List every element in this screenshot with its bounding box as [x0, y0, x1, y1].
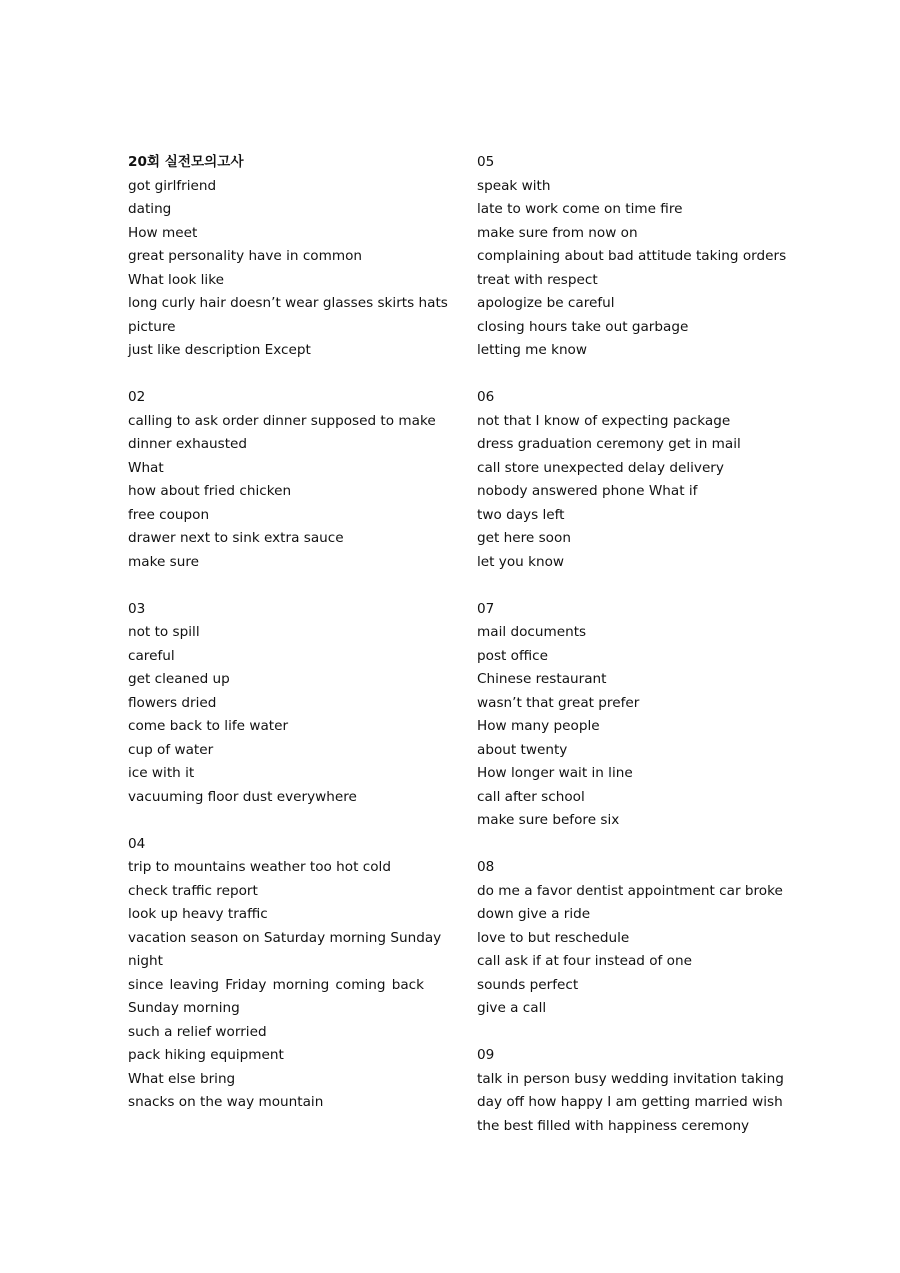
vocab-line: Sunday morning: [128, 1000, 240, 1016]
vocab-line: call store unexpected delay delivery: [477, 459, 724, 476]
vocab-line: free coupon: [128, 506, 210, 523]
left-column: [128, 151, 448, 1138]
vocab-section: [477, 856, 783, 1021]
vocab-line: How many people: [477, 718, 600, 734]
vocab-line: vacation season on Saturday morning Sunday: [128, 929, 442, 946]
vocab-line: the best filled with happiness ceremony: [477, 1117, 750, 1134]
right-column: [477, 151, 787, 1162]
vocab-line: how about fried chicken: [128, 483, 292, 499]
vocab-line: How longer wait in line: [477, 765, 633, 781]
vocab-line: make sure from now on: [477, 224, 638, 241]
section-number: 02: [128, 389, 146, 405]
vocab-line: apologize be careful: [477, 295, 615, 311]
vocab-line: picture: [128, 318, 176, 335]
vocab-line: two days left: [477, 506, 565, 523]
vocab-line: dinner exhausted: [128, 436, 248, 452]
vocab-line: not that I know of expecting package: [477, 412, 731, 429]
vocab-line: What look like: [128, 271, 224, 288]
section-number: 07: [477, 600, 495, 617]
vocab-line: great personality have in common: [128, 248, 363, 264]
section-number: 05: [477, 154, 495, 170]
vocab-line: nobody answered phone What if: [477, 483, 698, 499]
vocab-section: [128, 598, 424, 810]
vocab-line: do me a favor dentist appointment car broke: [477, 882, 783, 899]
vocab-line: sounds perfect: [477, 976, 579, 993]
vocab-line: drawer next to sink extra sauce: [128, 530, 344, 546]
vocab-line: vacuuming floor dust everywhere: [128, 788, 357, 805]
section-number: 06: [477, 389, 495, 405]
vocab-section: [477, 598, 773, 833]
vocab-line: love to but reschedule: [477, 929, 630, 946]
vocab-line: wasn’t that great prefer: [477, 694, 640, 711]
vocab-line: trip to mountains weather too hot cold: [128, 859, 391, 875]
vocab-line: dating: [128, 201, 172, 217]
vocab-line: let you know: [477, 553, 565, 570]
vocab-line: closing hours take out garbage: [477, 318, 689, 335]
vocab-line: get here soon: [477, 530, 571, 546]
vocab-section: [128, 151, 448, 363]
vocab-line: check traffic report: [128, 882, 258, 899]
vocab-line: just like description Except: [128, 342, 311, 358]
vocab-line: night: [128, 953, 163, 969]
section-number: 09: [477, 1047, 495, 1063]
vocab-section: [477, 1044, 784, 1138]
vocab-line: mail documents: [477, 624, 587, 640]
vocab-line: speak with: [477, 177, 551, 194]
vocab-line: flowers dried: [128, 694, 217, 711]
vocab-line: ice with it: [128, 765, 195, 781]
vocab-line: got girlfriend: [128, 177, 217, 194]
vocab-line: treat with respect: [477, 271, 598, 288]
vocab-section: [128, 386, 436, 574]
vocab-line: What else bring: [128, 1070, 236, 1087]
vocab-line: snacks on the way mountain: [128, 1094, 324, 1110]
vocab-line: call after school: [477, 788, 585, 805]
vocab-line: long curly hair doesn’t wear glasses skirts hats: [128, 295, 448, 311]
vocab-line: How meet: [128, 224, 198, 241]
vocab-line: come back to life water: [128, 718, 289, 734]
vocab-line: letting me know: [477, 342, 587, 358]
vocab-line: post office: [477, 647, 548, 664]
vocab-line: day off how happy I am getting married wish: [477, 1094, 783, 1110]
vocab-line: down give a ride: [477, 906, 591, 922]
vocab-line: give a call: [477, 1000, 547, 1016]
vocab-line: get cleaned up: [128, 671, 230, 687]
vocab-line: dress graduation ceremony get in mail: [477, 436, 741, 452]
vocab-line: complaining about bad attitude taking orders: [477, 248, 787, 264]
vocab-line: talk in person busy wedding invitation taking: [477, 1070, 784, 1087]
vocab-line: calling to ask order dinner supposed to make: [128, 412, 436, 429]
vocab-line: about twenty: [477, 741, 568, 758]
vocab-line: cup of water: [128, 741, 214, 758]
vocab-line: late to work come on time fire: [477, 201, 683, 217]
section-number: 08: [477, 859, 495, 875]
vocab-line: such a relief worried: [128, 1023, 267, 1040]
vocab-section: [128, 833, 442, 1115]
document-title: 20회 실전모의고사: [128, 154, 244, 170]
section-number: 03: [128, 600, 146, 617]
vocab-line: careful: [128, 647, 175, 664]
vocab-section: [477, 151, 787, 363]
vocab-line: pack hiking equipment: [128, 1047, 284, 1063]
vocab-line: Chinese restaurant: [477, 671, 607, 687]
vocab-line: make sure before six: [477, 812, 620, 828]
vocab-line: What: [128, 459, 164, 476]
vocab-line: call ask if at four instead of one: [477, 953, 692, 969]
vocab-line: since leaving Friday morning coming back: [128, 976, 424, 993]
vocab-line: not to spill: [128, 624, 200, 640]
vocab-line: make sure: [128, 553, 199, 570]
vocab-section: [477, 386, 773, 574]
vocab-line: look up heavy traffic: [128, 906, 268, 922]
section-number: 04: [128, 835, 146, 852]
